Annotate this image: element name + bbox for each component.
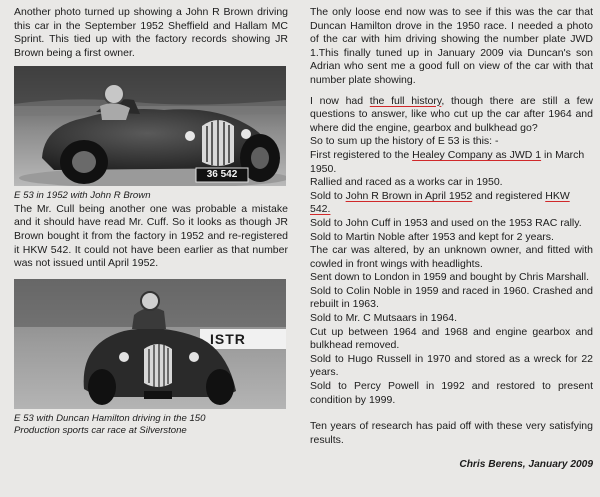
- first-registered-underlined: Healey Company as JWD 1: [412, 148, 542, 161]
- sold-john-brown-text-b: and registered: [472, 189, 546, 202]
- photo-duncan-hamilton: [14, 279, 286, 409]
- conclusion-paragraph: Ten years of research has paid off with these very satisfying results.: [310, 420, 593, 446]
- photo-john-r-brown: [14, 66, 286, 186]
- right-column: [310, 6, 593, 470]
- number-plate-text: 36 542: [206, 169, 238, 181]
- history-first-registered: [310, 149, 593, 176]
- full-history-text-a: I now had: [310, 94, 370, 107]
- sold-john-brown-underlined-plate: HKW 542.: [310, 189, 570, 216]
- photo2-caption: [14, 413, 288, 438]
- author-signature: Chris Berens, January 2009: [459, 459, 593, 471]
- history-hugo-russell: Sold to Hugo Russell in 1970 and stored as a wreck for 22 years.: [310, 352, 593, 379]
- intro-paragraph: Another photo turned up showing a John R Brown driving this car in the September 1952 Sheffield and Hallam MC Sprint. This tied up with the factory records showing JR Brown being a first owner.: [14, 6, 288, 59]
- sum-up-line: So to sum up the history of E 53 is this: -: [310, 135, 499, 148]
- history-percy-powell: Sold to Percy Powell in 1992 and restored to present condition by 1999.: [310, 380, 593, 406]
- sold-john-brown-underlined-date: John R Brown in April 1952: [345, 189, 473, 202]
- photo2-caption-line2: Production sports car race at Silverstone: [14, 425, 187, 437]
- full-history-underlined: the full history: [369, 94, 442, 107]
- history-sold-martin-noble: Sold to Martin Noble after 1953 and kept for 2 years.: [310, 230, 554, 243]
- history-sold-john-brown: [310, 190, 593, 217]
- history-rallied: Rallied and raced as a works car in 1950.: [310, 176, 503, 189]
- history-london: Sent down to London in 1959 and bought by Chris Marshall.: [310, 271, 590, 284]
- history-mutsaars: Sold to Mr. C Mutsaars in 1964.: [310, 312, 458, 325]
- full-history-text-b: , though there are still a few questions to answer, like who cut up the car after 1964 and where did the engine, gearbox and bulkhead go?: [310, 94, 593, 134]
- sold-john-brown-text-a: Sold to: [310, 189, 346, 202]
- body-paragraph: The Mr. Cull being another one was probable a mistake and it should have read Mr. Cuff. So it looks as though JR Brown bought it from the factory in 1952 and re-registered it HKW 542. It could not have been earlier as that number was not issued until April 1952.: [14, 202, 288, 270]
- banner-text: ISTR: [210, 330, 246, 347]
- loose-end-paragraph: The only loose end now was to see if this was the car that Duncan Hamilton drove in the 1950 race. I needed a photo of the car with him driving showing the number plate JWD 1.This finally tuned up in January 2009 via Duncan's son Adrian who sent me a good full on view of the car with that number plate showing.: [310, 6, 593, 86]
- history-colin-noble: Sold to Colin Noble in 1959 and raced in 1960. Crashed and rebuilt in 1963.: [310, 284, 593, 311]
- photo1-caption: E 53 in 1952 with John R Brown: [14, 190, 151, 202]
- full-history-paragraph: [310, 95, 593, 136]
- history-sold-john-cuff: Sold to John Cuff in 1953 and used on the 1953 RAC rally.: [310, 216, 582, 229]
- left-column: [14, 6, 288, 438]
- history-cut-up: Cut up between 1964 and 1968 and engine gearbox and bulkhead removed.: [310, 325, 593, 352]
- first-registered-text-a: First registered to the: [310, 148, 413, 161]
- first-registered-text-b: in March 1950.: [310, 148, 585, 175]
- photo2-caption-line1: E 53 with Duncan Hamilton driving in the 150: [14, 412, 206, 424]
- history-altered: The car was altered, by an unknown owner, and fitted with cowled in front wings with headlights.: [310, 244, 593, 270]
